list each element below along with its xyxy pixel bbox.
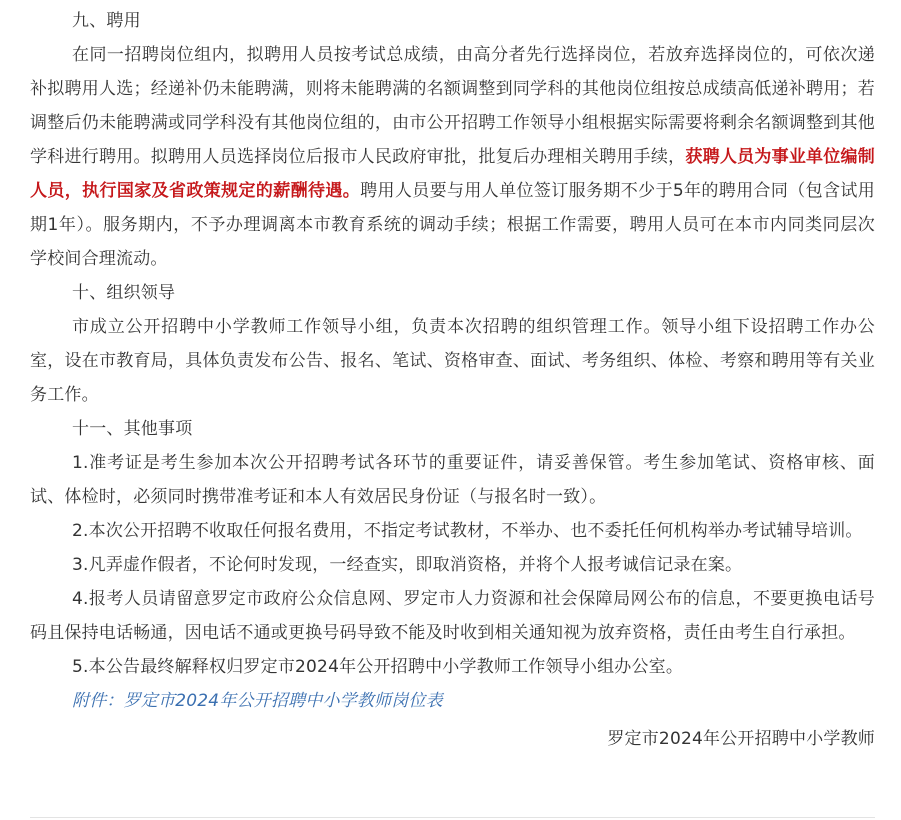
employment-highlight-text: 获聘人员为事业单位编制人员，执行国家及省政策规定的薪酬待遇。 <box>30 147 875 201</box>
employment-text-after: 聘用人员要与用人单位签订服务期不少于5年的聘用合同（包含试用期1年）。服务期内，不予办理调离本市教育系统的调动手续；根据工作需要，聘用人员可在本市内同类同层次学校间合理流动。 <box>30 181 875 269</box>
bottom-divider <box>30 817 875 818</box>
section-heading-other-matters: 十一、其他事项 <box>72 419 193 439</box>
attachment-line <box>30 684 875 718</box>
section-heading-employment: 九、聘用 <box>72 11 141 31</box>
employment-text-before: 在同一招聘岗位组内，拟聘用人员按考试总成绩，由高分者先行选择岗位，若放弃选择岗位的，可依次递补拟聘用人选；经递补仍未能聘满，则将未能聘满的名额调整到同学科的其他岗位组按总成绩高低递补聘用；若调整后仍未能聘满或同学科没有其他岗位组的，由市公开招聘工作领导小组根据实际需要将剩余名额调整到其他学科进行聘用。拟聘用人员选择岗位后报市人民政府审批，批复后办理相关聘用手续， <box>30 45 875 167</box>
signature-issuer: 罗定市2024年公开招聘中小学教师 <box>607 729 875 749</box>
organization-paragraph: 市成立公开招聘中小学教师工作领导小组，负责本次招聘的组织管理工作。领导小组下设招聘工作办公室，设在市教育局，具体负责发布公告、报名、笔试、资格审查、面试、考务组织、体检、考察和聘用等有关业务工作。 <box>30 317 875 405</box>
employment-paragraph <box>30 38 875 276</box>
other-matters-item-5: 5.本公告最终解释权归罗定市2024年公开招聘中小学教师工作领导小组办公室。 <box>72 657 684 677</box>
other-matters-item-2: 2.本次公开招聘不收取任何报名费用，不指定考试教材，不举办、也不委托任何机构举办考试辅导培训。 <box>72 521 863 541</box>
section-heading-organization: 十、组织领导 <box>72 283 176 303</box>
attachment-link[interactable]: 附件：罗定市2024年公开招聘中小学教师岗位表 <box>72 691 443 711</box>
other-matters-item-3: 3.凡弄虚作假者，不论何时发现，一经查实，即取消资格，并将个人报考诚信记录在案。 <box>72 555 743 575</box>
other-matters-item-1: 1.准考证是考生参加本次公开招聘考试各环节的重要证件，请妥善保管。考生参加笔试、资格审核、面试、体检时，必须同时携带准考证和本人有效居民身份证（与报名时一致）。 <box>30 453 875 507</box>
other-matters-item-4: 4.报考人员请留意罗定市政府公众信息网、罗定市人力资源和社会保障局网公布的信息，不要更换电话号码且保持电话畅通，因电话不通或更换号码导致不能及时收到相关通知视为放弃资格，责任由考生自行承担。 <box>30 589 875 643</box>
